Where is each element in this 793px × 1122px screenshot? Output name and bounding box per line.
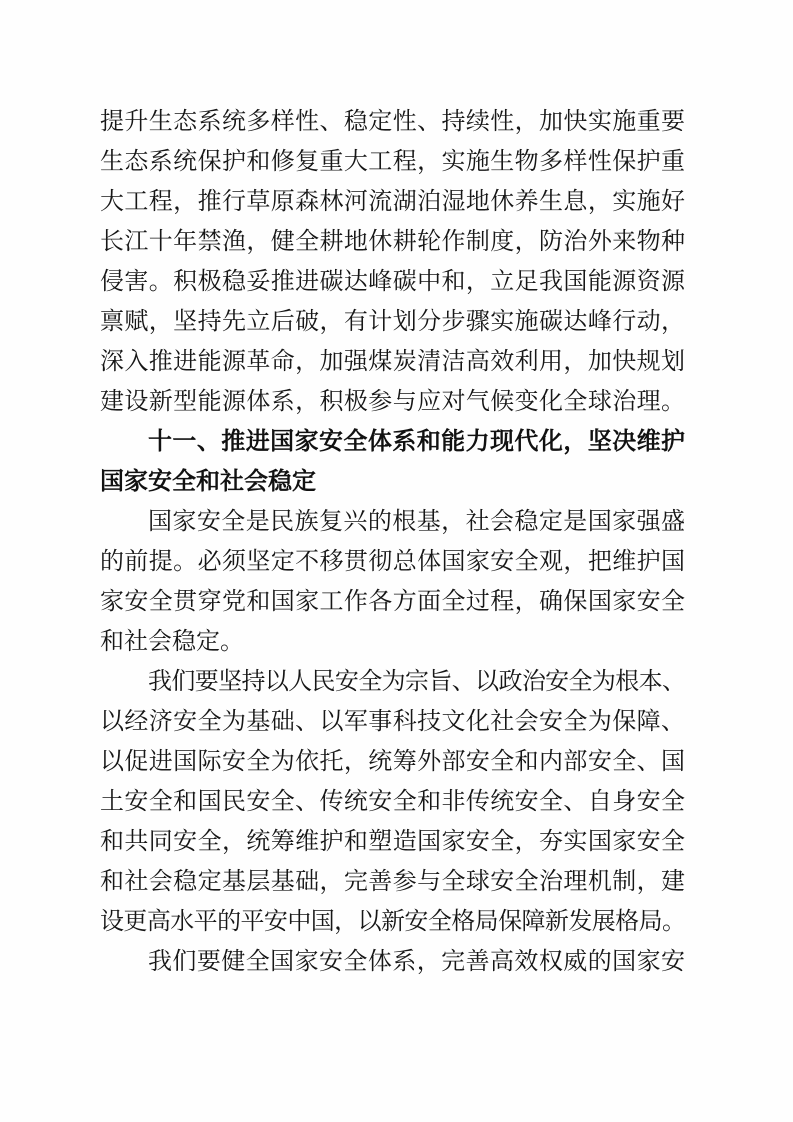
text-line: 深入推进能源革命，加强煤炭清洁高效利用，加快规划 <box>100 349 685 375</box>
text-line: 长江十年禁渔，健全耕地休耕轮作制度，防治外来物种 <box>100 229 685 255</box>
text-line: 家安全贯穿党和国家工作各方面全过程，确保国家安全 <box>100 589 685 615</box>
text-line: 建设新型能源体系，积极参与应对气候变化全球治理。 <box>100 389 685 415</box>
text-line: 提升生态系统多样性、稳定性、持续性，加快实施重要 <box>100 109 685 135</box>
text-block <box>100 102 685 982</box>
text-line: 国家安全是民族复兴的根基，社会稳定是国家强盛 <box>148 509 685 535</box>
text-line: 我们要健全国家安全体系，完善高效权威的国家安 <box>148 949 685 975</box>
text-line: 和社会稳定基层基础，完善参与全球安全治理机制，建 <box>100 869 685 895</box>
text-line: 土安全和国民安全、传统安全和非传统安全、自身安全 <box>100 789 685 815</box>
text-line: 大工程，推行草原森林河流湖泊湿地休养生息，实施好 <box>100 189 685 215</box>
text-line: 设更高水平的平安中国，以新安全格局保障新发展格局。 <box>100 909 685 935</box>
text-line: 的前提。必须坚定不移贯彻总体国家安全观，把维护国 <box>100 549 685 575</box>
section-heading-line: 国家安全和社会稳定 <box>100 468 316 495</box>
text-line: 禀赋，坚持先立后破，有计划分步骤实施碳达峰行动， <box>100 309 685 335</box>
section-heading-line: 十一、推进国家安全体系和能力现代化，坚决维护 <box>148 428 685 455</box>
text-line: 以经济安全为基础、以军事科技文化社会安全为保障、 <box>100 709 685 735</box>
text-line: 和社会稳定。 <box>100 629 244 655</box>
text-line: 以促进国际安全为依托，统筹外部安全和内部安全、国 <box>100 749 685 775</box>
text-line: 生态系统保护和修复重大工程，实施生物多样性保护重 <box>100 149 685 175</box>
text-line: 侵害。积极稳妥推进碳达峰碳中和，立足我国能源资源 <box>100 269 685 295</box>
text-line: 和共同安全，统筹维护和塑造国家安全，夯实国家安全 <box>100 829 685 855</box>
text-line: 我们要坚持以人民安全为宗旨、以政治安全为根本、 <box>148 669 685 695</box>
